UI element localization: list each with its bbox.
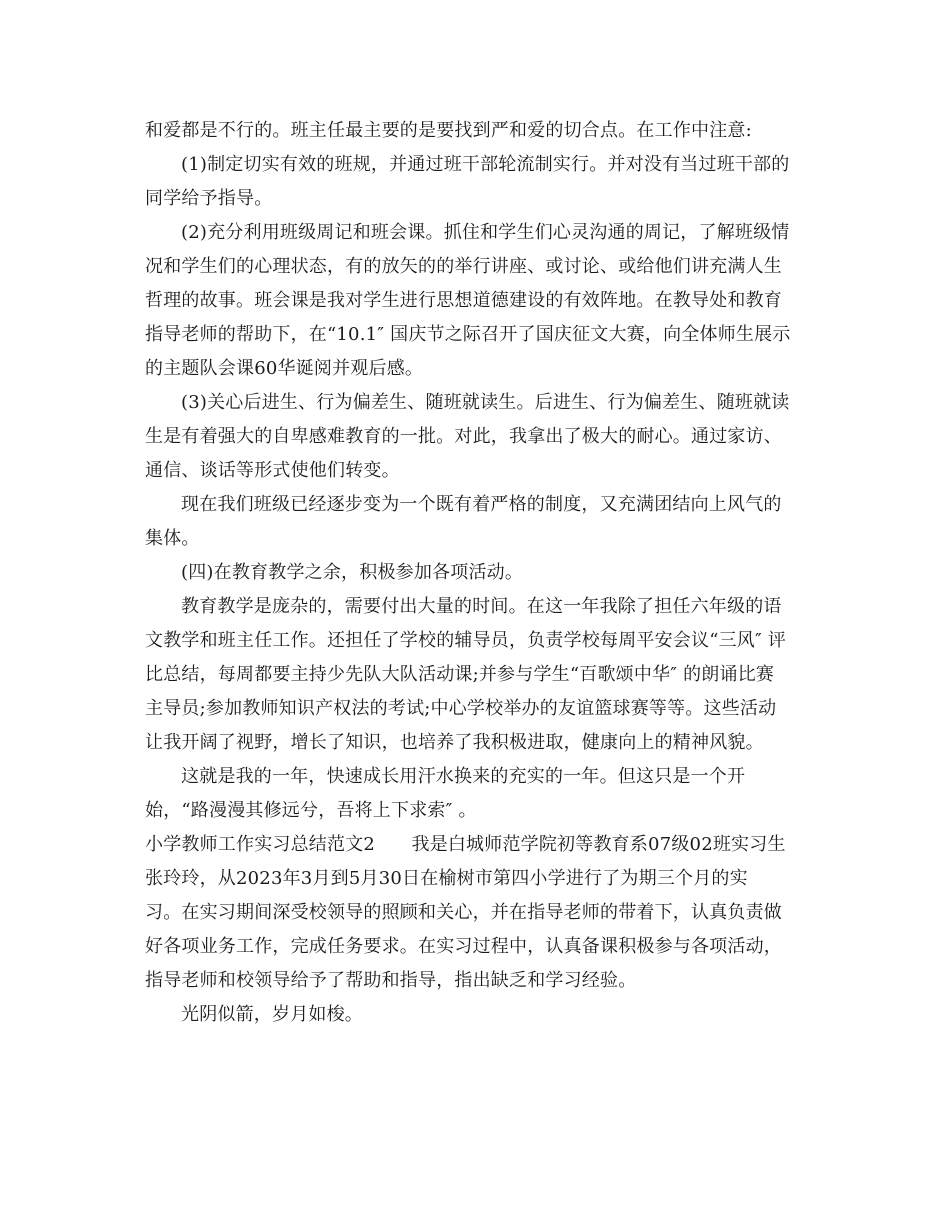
text-line: 和爱都是不行的。班主任最主要的是要找到严和爱的切合点。在工作中注意: xyxy=(145,120,752,141)
text-line: 教育教学是庞杂的，需要付出大量的时间。在这一年我除了担任六年级的语 xyxy=(181,596,782,617)
text-line: 现在我们班级已经逐步变为一个既有着严格的制度，又充满团结向上风气的 xyxy=(181,494,782,515)
text-line: 文教学和班主任工作。还担任了学校的辅导员，负责学校每周平安会议“三风″ 评 xyxy=(145,630,787,651)
text-line: (1)制定切实有效的班规，并通过班干部轮流制实行。并对没有当过班干部的 xyxy=(181,154,790,175)
text-line: 同学给予指导。 xyxy=(145,188,273,209)
text-line: 光阴似箭，岁月如梭。 xyxy=(181,1004,363,1025)
document-body xyxy=(145,114,810,1032)
text-line: 哲理的故事。班会课是我对学生进行思想道德建设的有效阵地。在教导处和教育 xyxy=(145,290,782,311)
text-line: 让我开阔了视野，增长了知识，也培养了我积极进取，健康向上的精神风貌。 xyxy=(145,732,764,753)
text-line: 比总结，每周都要主持少先队大队活动课;并参与学生“百歌颂中华″ 的朗诵比赛 xyxy=(145,664,775,685)
text-line: 指导老师和校领导给予了帮助和指导，指出缺乏和学习经验。 xyxy=(145,970,637,991)
text-line: 这就是我的一年，快速成长用汗水换来的充实的一年。但这只是一个开 xyxy=(181,766,746,787)
text-line: 况和学生们的心理状态，有的放矢的的举行讲座、或讨论、或给他们讲充满人生 xyxy=(145,256,782,277)
text-line: 好各项业务工作，完成任务要求。在实习过程中，认真备课积极参与各项活动， xyxy=(145,936,782,957)
text-line: 集体。 xyxy=(145,528,200,549)
text-line: 小学教师工作实习总结范文2 我是白城师范学院初等教育系07级02班实习生 xyxy=(145,834,786,855)
text-line: (3)关心后进生、行为偏差生、随班就读生。后进生、行为偏差生、随班就读 xyxy=(181,392,790,413)
text-line: 始，“路漫漫其修远兮，吾将上下求索″ 。 xyxy=(145,800,477,821)
text-line: 生是有着强大的自卑感难教育的一批。对此，我拿出了极大的耐心。通过家访、 xyxy=(145,426,782,447)
text-line: (2)充分利用班级周记和班会课。抓住和学生们心灵沟通的周记，了解班级情 xyxy=(181,222,790,243)
text-line: (四)在教育教学之余，积极参加各项活动。 xyxy=(181,562,524,583)
text-line: 习。在实习期间深受校领导的照顾和关心，并在指导老师的带着下，认真负责做 xyxy=(145,902,782,923)
text-line: 的主题队会课60华诞阅并观后感。 xyxy=(145,358,424,379)
text-line: 指导老师的帮助下，在“10.1″ 国庆节之际召开了国庆征文大赛，向全体师生展示 xyxy=(145,324,791,345)
text-line: 张玲玲，从2023年3月到5月30日在榆树市第四小学进行了为期三个月的实 xyxy=(145,868,748,889)
text-line: 通信、谈话等形式使他们转变。 xyxy=(145,460,400,481)
text-line: 主导员;参加教师知识产权法的考试;中心学校举办的友谊篮球赛等等。这些活动 xyxy=(145,698,777,719)
